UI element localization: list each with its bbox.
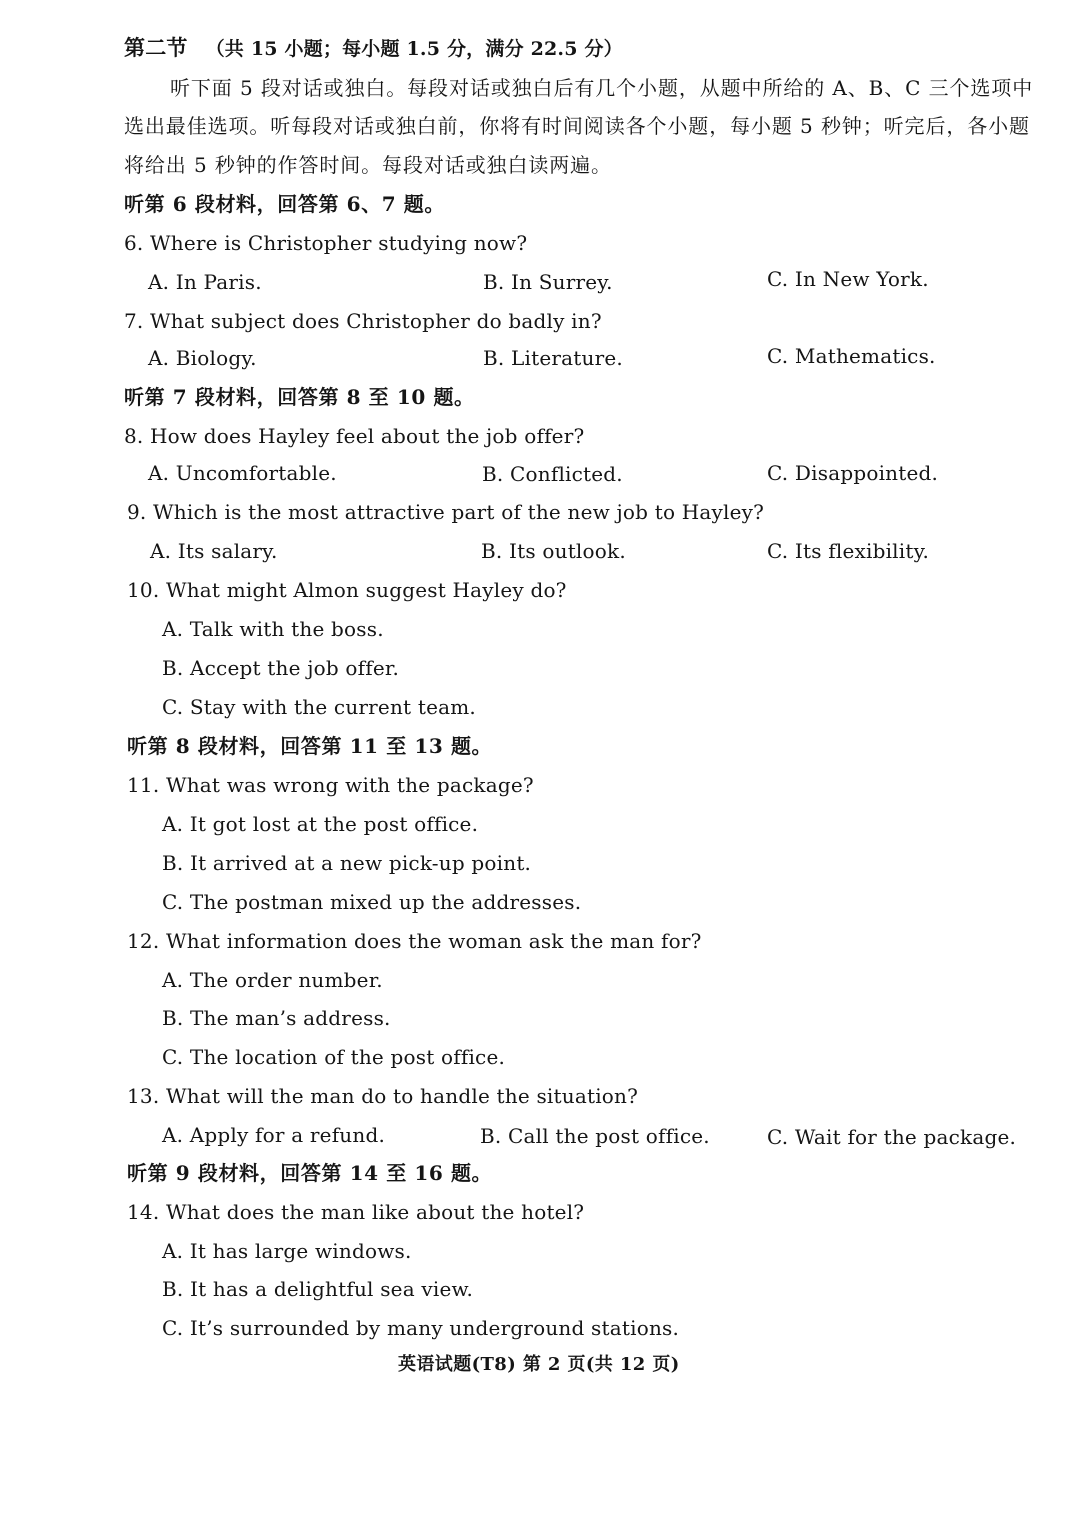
question-9-option-c: C. Its flexibility. bbox=[767, 539, 930, 563]
question-12-option-a: A. The order number. bbox=[162, 968, 383, 992]
question-14-option-b: B. It has a delightful sea view. bbox=[162, 1277, 474, 1301]
question-12-option-b: B. The man’s address. bbox=[162, 1006, 391, 1030]
question-11-option-a: A. It got lost at the post office. bbox=[162, 812, 479, 836]
question-11-option-c: C. The postman mixed up the addresses. bbox=[162, 890, 582, 914]
question-9-option-a: A. Its salary. bbox=[150, 539, 278, 563]
material-7-heading: 听第 7 段材料，回答第 8 至 10 题。 bbox=[124, 385, 475, 409]
question-8-stem: 8. How does Hayley feel about the job offer? bbox=[124, 424, 585, 448]
question-10-option-a: A. Talk with the boss. bbox=[162, 617, 384, 641]
page-footer: 英语试题(T8) 第 2 页(共 12 页) bbox=[398, 1354, 680, 1375]
question-6-option-a: A. In Paris. bbox=[148, 270, 262, 294]
section-title: 第二节 bbox=[124, 35, 188, 60]
question-8-option-a: A. Uncomfortable. bbox=[148, 461, 337, 485]
material-6-heading: 听第 6 段材料，回答第 6、7 题。 bbox=[124, 192, 445, 216]
question-9-stem: 9. Which is the most attractive part of the new job to Hayley? bbox=[127, 500, 765, 524]
question-13-option-b: B. Call the post office. bbox=[480, 1124, 710, 1148]
question-6-stem: 6. Where is Christopher studying now? bbox=[124, 231, 528, 255]
material-9-heading: 听第 9 段材料，回答第 14 至 16 题。 bbox=[127, 1161, 493, 1185]
question-14-stem: 14. What does the man like about the hotel? bbox=[127, 1200, 585, 1224]
question-10-option-b: B. Accept the job offer. bbox=[162, 656, 400, 680]
question-14-option-c: C. It’s surrounded by many underground stations. bbox=[162, 1316, 680, 1340]
instruction-line-2: 选出最佳选项。听每段对话或独白前，你将有时间阅读各个小题，每小题 5 秒钟；听完后，各小题 bbox=[124, 114, 1030, 138]
question-12-option-c: C. The location of the post office. bbox=[162, 1045, 506, 1069]
question-7-option-b: B. Literature. bbox=[483, 346, 623, 370]
question-12-stem: 12. What information does the woman ask the man for? bbox=[127, 929, 702, 953]
material-8-heading: 听第 8 段材料，回答第 11 至 13 题。 bbox=[127, 734, 493, 758]
question-11-option-b: B. It arrived at a new pick-up point. bbox=[162, 851, 532, 875]
question-8-option-b: B. Conflicted. bbox=[482, 462, 623, 486]
question-6-option-b: B. In Surrey. bbox=[483, 270, 613, 294]
question-8-option-c: C. Disappointed. bbox=[767, 461, 939, 485]
question-7-option-a: A. Biology. bbox=[148, 346, 257, 370]
section-header bbox=[124, 34, 623, 63]
question-6-option-c: C. In New York. bbox=[767, 267, 929, 291]
question-13-option-c: C. Wait for the package. bbox=[767, 1125, 1017, 1149]
question-11-stem: 11. What was wrong with the package? bbox=[127, 773, 534, 797]
instruction-line-3: 将给出 5 秒钟的作答时间。每段对话或独白读两遍。 bbox=[124, 153, 612, 177]
question-10-stem: 10. What might Almon suggest Hayley do? bbox=[127, 578, 567, 602]
question-13-option-a: A. Apply for a refund. bbox=[162, 1123, 386, 1147]
question-7-stem: 7. What subject does Christopher do badly in? bbox=[124, 309, 602, 333]
section-meta: （共 15 小题；每小题 1.5 分，满分 22.5 分） bbox=[205, 38, 623, 60]
question-14-option-a: A. It has large windows. bbox=[162, 1239, 412, 1263]
question-9-option-b: B. Its outlook. bbox=[481, 539, 626, 563]
instruction-line-1: 听下面 5 段对话或独白。每段对话或独白后有几个小题，从题中所给的 A、B、C 三个选项中 bbox=[170, 76, 1034, 100]
question-10-option-c: C. Stay with the current team. bbox=[162, 695, 476, 719]
question-7-option-c: C. Mathematics. bbox=[767, 344, 936, 368]
question-13-stem: 13. What will the man do to handle the situation? bbox=[127, 1084, 639, 1108]
